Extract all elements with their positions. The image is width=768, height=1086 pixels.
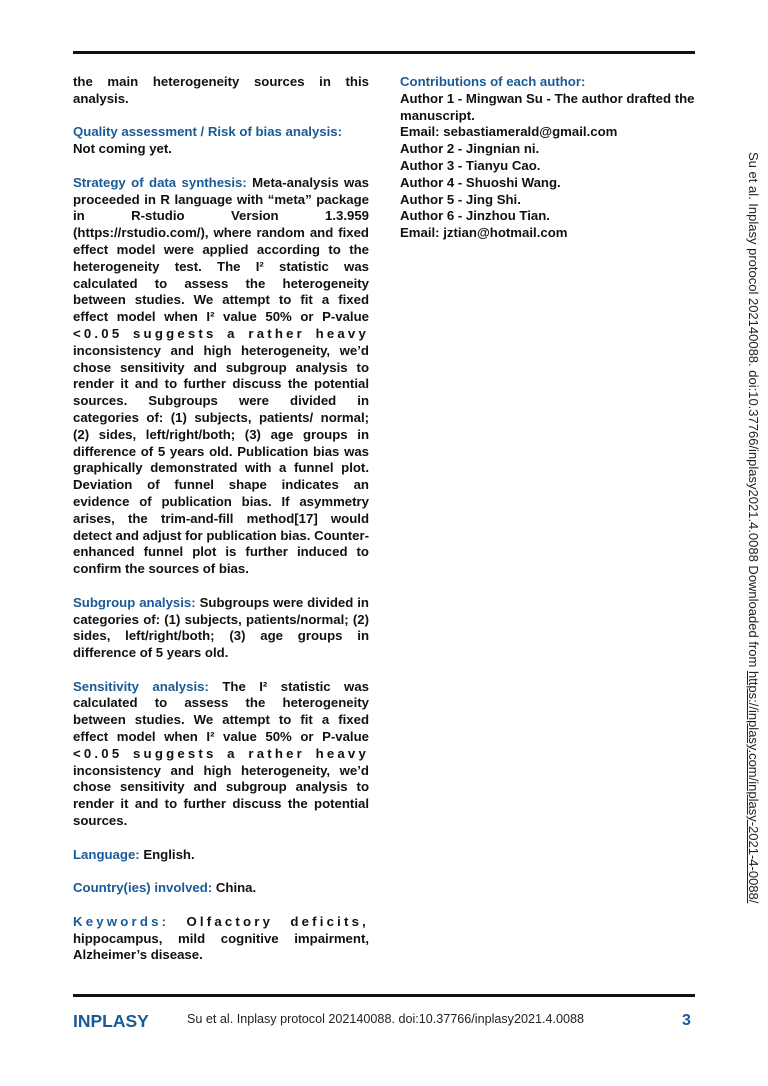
subgroup-heading: Subgroup analysis: bbox=[73, 594, 196, 610]
strategy-body-spaced: <0.05 suggests a rather heavy bbox=[73, 325, 369, 341]
language-body: English. bbox=[139, 846, 195, 862]
author-line: Author 4 - Shuoshi Wang. bbox=[400, 174, 561, 190]
subgroup-body: Subgroups were divided in categories of: (1) subjects, patients/normal; (2) sides, left/right/both; (3) age groups in difference of 5 years old. bbox=[73, 594, 369, 661]
keywords-body: hippocampus, mild cognitive impairment, Alzheimer’s disease. bbox=[73, 930, 369, 963]
author-email: Email: sebastiamerald@gmail.com bbox=[400, 124, 618, 140]
keywords-body-spaced: Olfactory deficits, bbox=[169, 913, 369, 929]
keywords-heading: Keywords: bbox=[73, 913, 170, 929]
country-body: China. bbox=[212, 880, 257, 896]
author-line: Author 6 - Jinzhou Tian. bbox=[400, 208, 550, 224]
contributions-heading: Contributions of each author: bbox=[400, 74, 586, 89]
author-line: Author 3 - Tianyu Cao. bbox=[400, 157, 541, 173]
sensitivity-body-2: inconsistency and high heterogeneity, we’d chose sensitivity and subgroup analysis to render it and to further discuss the potential sources. bbox=[73, 762, 369, 829]
sensitivity-body-1: The I² statistic was calculated to assess the heterogeneity between studies. We attempt to fit a fixed effect model when I² value 50% or P-value bbox=[73, 678, 369, 745]
intro-continuation: the main heterogeneity sources in this analysis. bbox=[73, 74, 369, 106]
section-quality bbox=[73, 124, 369, 158]
side-watermark bbox=[745, 152, 763, 912]
right-column bbox=[400, 74, 705, 242]
strategy-heading: Strategy of data synthesis: bbox=[73, 174, 247, 190]
section-language bbox=[73, 847, 369, 864]
page-number: 3 bbox=[682, 1012, 691, 1029]
side-note-link[interactable]: https://inplasy.com/inplasy-2021-4-0088/ bbox=[746, 670, 761, 904]
author-email: Email: jztian@hotmail.com bbox=[400, 225, 568, 241]
header-rule bbox=[73, 51, 695, 54]
quality-body: Not coming yet. bbox=[73, 141, 172, 157]
section-keywords bbox=[73, 914, 369, 964]
section-strategy bbox=[73, 175, 369, 578]
sensitivity-heading: Sensitivity analysis: bbox=[73, 678, 209, 694]
footer-rule bbox=[73, 994, 695, 997]
section-subgroup bbox=[73, 595, 369, 662]
quality-heading: Quality assessment / Risk of bias analysis: bbox=[73, 124, 342, 140]
language-heading: Language: bbox=[73, 846, 140, 862]
footer-brand-logo: INPLASY bbox=[73, 1011, 149, 1031]
footer-citation: Su et al. Inplasy protocol 202140088. doi:10.37766/inplasy2021.4.0088 bbox=[187, 1012, 585, 1026]
left-column bbox=[73, 74, 369, 981]
author-line: Author 1 - Mingwan Su - The author drafted the manuscript. bbox=[400, 90, 695, 123]
country-heading: Country(ies) involved: bbox=[73, 880, 213, 896]
strategy-body-2: inconsistency and high heterogeneity, we’d chose sensitivity and subgroup analysis to render it and to further discuss the potential sources. Subgroups were divided in categories of: (1) subjects, patients/ normal; (2) sides, left/right/both; (3) age groups in difference of 5 years old. Publication bias was graphically demonstrated with a funnel plot. Deviation of funnel shape indicates an evidence of publication bias. If asymmetry arises, the trim-and-fill method[17] would detect and adjust for publication bias. Counter-enhanced funnel plot is further induced to confirm the sources of bias. bbox=[73, 342, 370, 577]
author-line: Author 2 - Jingnian ni. bbox=[400, 141, 540, 157]
strategy-body-1: Meta-analysis was proceeded in R language with “meta” package in R-studio Version 1.3.959 (https://rstudio.com/), where random and fixed effect model were applied according to the heterogeneity test. The I² statistic was calculated to assess the heterogeneity between studies. We attempt to fit a fixed effect model when I² value 50% or P-value bbox=[73, 174, 369, 325]
sensitivity-body-spaced: <0.05 suggests a rather heavy bbox=[73, 745, 369, 761]
section-sensitivity bbox=[73, 679, 369, 830]
author-line: Author 5 - Jing Shi. bbox=[400, 191, 521, 207]
side-note-text: Su et al. Inplasy protocol 202140088. doi:10.37766/inplasy2021.4.0088 Downloaded from bbox=[746, 152, 761, 671]
section-country bbox=[73, 880, 369, 897]
